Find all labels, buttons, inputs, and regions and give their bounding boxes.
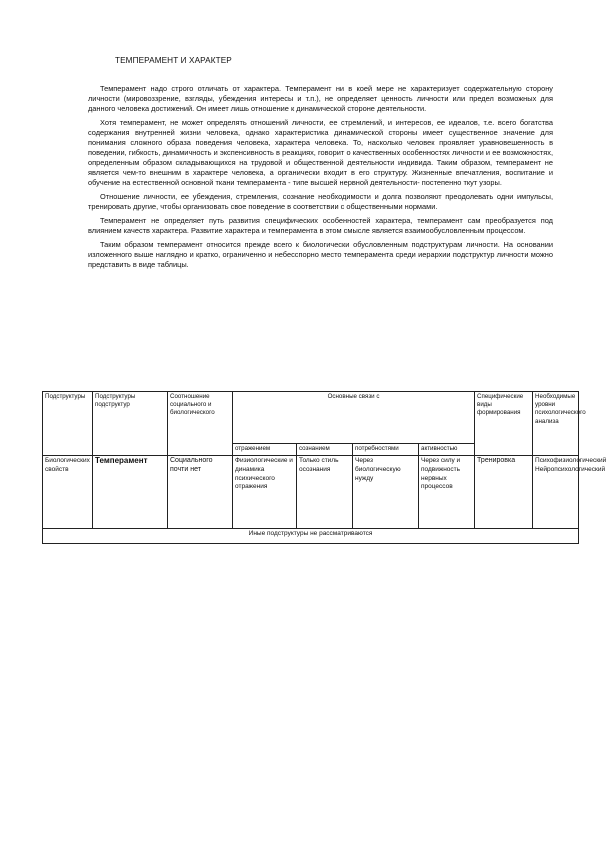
cell-sciences: Психофизиологический Нейропсихологический bbox=[533, 456, 579, 529]
table-footer: Иные подструктуры не рассматриваются bbox=[43, 529, 579, 544]
header-ratio: Соотношение социального и биологического bbox=[168, 392, 233, 456]
document-title: ТЕМПЕРАМЕНТ И ХАРАКТЕР bbox=[115, 56, 232, 65]
table-row bbox=[43, 456, 579, 529]
header-main-links: Основные связи с bbox=[233, 392, 475, 444]
body-text bbox=[88, 84, 553, 274]
header-sciences: Необходимые уровни психологического анализа bbox=[533, 392, 579, 456]
header-specific-forms: Специфические виды формирования bbox=[475, 392, 533, 456]
paragraph-2: Хотя темперамент, не может определять отношений личности, ее стремлений, и интересов, ее идеалов, т.е. всего богатства содержания внутренней жизни человека, однако характеристика динамической стороны имеет существенное значение для понимания сложного образа поведения человека, характера человека. То, насколько человек проявляет уравновешенность в поведении, гибкость, динамичность и экспенсивность в реакциях, говорит о качественных особенностях личности и ее возможностях, определенным образом складывающихся на трудовой и общественной деятельности индивида. Таким образом, темперамент не является чем-то внешним в характере человека, а органически входит в его структуру. Жизненные впечатления, воспитание и обучение на естественной основной ткани темперамента - типе высшей нервной деятельности- постепенно ткут узоры. bbox=[88, 118, 553, 187]
subheader-activity: активностью bbox=[419, 444, 475, 456]
cell-substructure: Биологических свойств bbox=[43, 456, 93, 529]
subheader-reflection: отражением bbox=[233, 444, 297, 456]
footer-row bbox=[43, 529, 579, 544]
header-substructures: Подструктуры bbox=[43, 392, 93, 456]
paragraph-5: Таким образом темперамент относится прежде всего к биологически обусловленным подструктурам личности. На основании изложенного выше наглядно и кратко, ограниченно и небесспорно место темперамента среди иерархии подструктур личности можно представить в виде таблицы. bbox=[88, 240, 553, 269]
subheader-consciousness: сознанием bbox=[297, 444, 353, 456]
cell-needs: Через биологическую нужду bbox=[353, 456, 419, 529]
header-row bbox=[43, 392, 579, 444]
cell-forms: Тренировка bbox=[475, 456, 533, 529]
cell-activity: Через силу и подвижность нервных процессов bbox=[419, 456, 475, 529]
cell-consciousness: Только стиль осознания bbox=[297, 456, 353, 529]
header-substructure-subs: Подструктуры подструктур bbox=[93, 392, 168, 456]
substructure-table bbox=[42, 391, 606, 544]
paragraph-1: Темперамент надо строго отличать от характера. Темперамент ни в коей мере не характеризует содержательную сторону личности (мировоззрение, взгляды, убеждения интересы и т.п.), не определяет ценность личности или предел возможных для данного человека достижений. Он имеет лишь отношение к динамической стороне деятельности. bbox=[88, 84, 553, 113]
cell-reflection: Физиологические и динамика психического отражения bbox=[233, 456, 297, 529]
subheader-needs: потребностями bbox=[353, 444, 419, 456]
cell-substructure-sub: Темперамент bbox=[93, 456, 168, 529]
paragraph-3: Отношение личности, ее убеждения, стремления, сознание необходимости и долга позволяют преодолевать одни импульсы, тренировать другие, чтобы организовать свое поведение в соответствии с общественными нормами. bbox=[88, 192, 553, 211]
cell-ratio: Социального почти нет bbox=[168, 456, 233, 529]
paragraph-4: Темперамент не определяет путь развития специфических особенностей характера, темперамент сам преобразуется под влиянием качеств характера. Развитие характера и темперамента в этом смысле является взаимообусловленным процессом. bbox=[88, 216, 553, 235]
